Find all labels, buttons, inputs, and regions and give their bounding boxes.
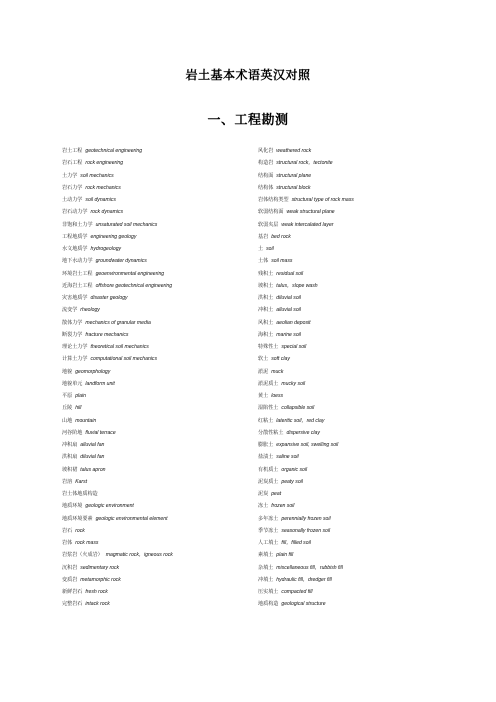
term-english: alluvial fan [80,442,105,448]
term-entry [62,157,242,169]
term-chinese: 残积土 [258,270,274,277]
term-chinese: 土 [258,246,264,252]
term-chinese: 环境岩土工程 [62,270,93,277]
term-chinese: 软弱结构面 [258,209,284,216]
term-english: plain [75,393,86,399]
term-english: peat [271,491,282,497]
term-english: soil mass [271,258,293,265]
term-entry [258,439,448,451]
term-chinese: 变质岩 [62,576,78,583]
term-chinese: 地质构造 [258,601,279,608]
term-entry [62,268,242,280]
term-english: rock mass [75,540,99,546]
left-term-column [62,145,242,611]
term-chinese: 流变学 [62,307,78,314]
term-entry [62,586,242,598]
term-english: organic soil [281,466,308,473]
term-chinese: 岩石力学 [62,184,83,191]
term-english: magmatic rock，igneous rock [105,552,173,559]
term-chinese: 黄土 [258,393,269,399]
term-english: rheology [80,307,100,314]
term-chinese: 基岩 [258,233,269,240]
term-chinese: 多年冻土 [258,515,279,522]
term-chinese: 洪积土 [258,295,274,301]
term-english: geotechnical engineering [85,148,143,154]
term-english: bed rock [271,233,291,240]
term-entry [62,378,242,390]
term-english: talus apron [80,466,106,473]
term-entry [258,513,448,525]
term-english: weak intercalated layer [281,221,334,228]
term-chinese: 断裂力学 [62,331,83,338]
term-chinese: 人工填土 [258,540,279,546]
term-chinese: 岩浆岩（火成岩） [62,552,103,559]
term-entry [62,549,242,561]
term-entry [62,513,242,525]
term-english: hydrogeology [90,246,122,252]
term-english: miscellaneous fill，rubbish fill [276,564,343,571]
term-chinese: 风化岩 [258,148,274,154]
term-chinese: 岩土体地质构造 [62,491,98,497]
term-english: theoretical soil mechanics [90,344,149,350]
term-entry [258,598,448,610]
term-english: plain fill [276,552,294,559]
term-english: seasonally frozen soil [281,527,331,534]
term-entry [62,182,242,194]
term-entry [62,170,242,182]
term-chinese: 结构面 [258,172,274,179]
term-english: soil mechanics [80,172,114,179]
term-english: marine soil [276,331,301,338]
term-english: frozen soil [271,503,295,510]
term-entry [258,451,448,463]
term-entry [62,488,242,500]
term-english: unsaturated soil mechanics [95,221,158,228]
term-entry [258,366,448,378]
term-english: dispersive clay [286,429,320,436]
term-entry [62,390,242,402]
term-chinese: 计算土力学 [62,356,88,363]
term-chinese: 工程地质学 [62,233,88,240]
term-chinese: 丘陵 [62,405,73,412]
term-entry [62,292,242,304]
term-english: rock [75,527,85,534]
term-english: structural type of rock mass [291,197,354,203]
term-english: Karst [75,478,88,485]
term-entry [258,341,448,353]
term-entry [62,402,242,414]
term-english: geologic environmental element [95,515,168,522]
term-chinese: 湿陷性土 [258,405,279,412]
document-title: 岩土基本术语英汉对照 [185,68,311,82]
term-entry [258,353,448,365]
term-english: geologic environment [85,503,134,510]
term-chinese: 土力学 [62,172,78,179]
term-english: special soil [281,344,307,350]
term-chinese: 红粘土 [258,417,274,424]
term-entry [258,562,448,574]
term-chinese: 有机质土 [258,466,279,473]
term-english: hydraulic fill，dredger fill [276,576,332,583]
term-english: rock engineering [85,160,124,167]
term-chinese: 坡积裙 [62,466,78,473]
term-entry [258,500,448,512]
term-chinese: 岩石动力学 [62,209,88,216]
term-english: alluvial soil [276,307,301,314]
term-chinese: 冲积土 [258,307,274,314]
right-term-column [258,145,448,611]
term-english: mountain [75,417,97,424]
term-chinese: 季节冻土 [258,527,279,534]
term-entry [258,219,448,231]
term-entry [62,206,242,218]
term-entry [258,537,448,549]
term-chinese: 软弱夹层 [258,221,279,228]
term-english: sedimentary rock [80,564,120,571]
term-entry [62,451,242,463]
term-chinese: 构造岩 [258,160,274,167]
term-chinese: 完整岩石 [62,601,83,608]
term-chinese: 洪积扇 [62,454,78,461]
term-chinese: 杂填土 [258,564,274,571]
term-english: geoenvironmental engineering [95,270,165,277]
term-english: metamorphic rock [80,576,121,583]
term-english: soil [266,246,274,252]
term-entry [258,317,448,329]
term-chinese: 冲积扇 [62,442,78,448]
term-english: rock dynamics [90,209,124,216]
term-entry [258,157,448,169]
term-entry [258,525,448,537]
term-english: collapsible soil [281,405,315,412]
term-entry [62,574,242,586]
term-entry [258,182,448,194]
section-heading: 一、工程勘测 [207,113,289,128]
term-chinese: 沉积岩 [62,564,78,571]
term-chinese: 岩溶 [62,478,73,485]
term-entry [258,243,448,255]
term-chinese: 平原 [62,393,73,399]
term-chinese: 新鲜岩石 [62,589,83,595]
term-english: disaster geology [90,295,128,301]
term-english: expansive soil, swelling soil [276,442,339,448]
term-entry [258,145,448,157]
term-chinese: 地貌 [62,368,73,375]
term-english: structural plane [276,172,312,179]
term-entry [258,206,448,218]
term-english: peaty soil [281,478,303,485]
term-chinese: 河谷阶地 [62,429,83,436]
term-chinese: 淤泥质土 [258,380,279,387]
term-entry [258,329,448,341]
term-english: structural block [276,184,311,191]
term-entry [62,145,242,157]
term-chinese: 泥炭 [258,491,269,497]
term-english: soft clay [271,356,290,363]
term-entry [62,231,242,243]
term-english: weak structural plane [286,209,335,216]
term-entry [62,500,242,512]
term-entry [62,366,242,378]
term-chinese: 地质环境要素 [62,515,93,522]
term-chinese: 压实填土 [258,589,279,595]
term-english: computational soil mechanics [90,356,158,363]
term-chinese: 盐渍土 [258,454,274,461]
term-chinese: 冲填土 [258,576,274,583]
term-english: residual soil [276,270,304,277]
term-english: landform unit [85,380,115,387]
term-english: loess [271,393,284,399]
term-chinese: 膨胀土 [258,442,274,448]
term-chinese: 山地 [62,417,73,424]
term-english: rock mechanics [85,184,121,191]
term-chinese: 水文地质学 [62,246,88,252]
term-entry [258,574,448,586]
term-chinese: 软土 [258,356,269,363]
term-english: geological structure [281,601,326,608]
term-entry [62,219,242,231]
term-entry [62,464,242,476]
term-entry [62,280,242,292]
term-entry [62,525,242,537]
term-chinese: 地质环境 [62,503,83,510]
term-english: weathered rock [276,148,312,154]
term-entry [62,427,242,439]
term-chinese: 地貌单元 [62,380,83,387]
term-entry [62,341,242,353]
term-chinese: 岩体结构类型 [258,197,289,203]
term-english: fill，filled soil [281,540,311,546]
term-chinese: 岩石 [62,527,73,534]
term-entry [258,194,448,206]
term-english: fracture mechanics [85,331,129,338]
term-chinese: 岩体 [62,540,73,546]
term-entry [62,598,242,610]
term-chinese: 理论土力学 [62,344,88,350]
term-english: fresh rock [85,589,108,595]
term-entry [258,402,448,414]
term-chinese: 岩土工程 [62,148,83,154]
term-entry [62,353,242,365]
term-entry [258,488,448,500]
term-chinese: 非饱和土力学 [62,221,93,228]
term-chinese: 土动力学 [62,197,83,203]
term-chinese: 坡积土 [258,282,274,289]
term-chinese: 海积土 [258,331,274,338]
term-entry [62,317,242,329]
term-entry [62,329,242,341]
term-entry [258,586,448,598]
term-entry [62,476,242,488]
term-entry [62,243,242,255]
term-entry [258,231,448,243]
term-entry [258,304,448,316]
term-english: lateritic soil，red clay [276,417,325,424]
term-entry [258,268,448,280]
term-entry [62,194,242,206]
term-chinese: 灾害地质学 [62,295,88,301]
term-english: perennially frozen soil [281,515,331,522]
term-english: talus，slope wash [276,282,318,289]
term-entry [62,304,242,316]
term-english: intack rock [85,601,110,608]
term-english: saline soil [276,454,299,461]
term-entry [258,378,448,390]
term-chinese: 淤泥 [258,368,269,375]
term-english: geomorphology [75,368,111,375]
term-english: hill [75,405,82,412]
term-entry [258,255,448,267]
term-english: offshore geotechnical engineering [95,282,173,289]
term-english: compacted fill [281,589,313,595]
term-chinese: 泥炭质土 [258,478,279,485]
term-chinese: 分散性粘土 [258,429,284,436]
term-english: aeolian deposit [276,319,311,326]
term-chinese: 近海岩土工程 [62,282,93,289]
term-entry [258,549,448,561]
term-chinese: 土体 [258,258,269,265]
term-entry [258,280,448,292]
term-entry [62,537,242,549]
term-chinese: 素填土 [258,552,274,559]
term-entry [258,390,448,402]
term-entry [258,427,448,439]
term-english: structural rock，tectonite [276,160,333,167]
term-entry [258,292,448,304]
term-chinese: 结构体 [258,184,274,191]
term-entry [62,562,242,574]
term-chinese: 冻土 [258,503,269,510]
term-english: groundwater dynamics [95,258,147,265]
term-entry [62,415,242,427]
term-entry [258,476,448,488]
term-entry [258,170,448,182]
term-english: mechanics of granular media [85,319,151,326]
term-english: engineering geology [90,233,137,240]
term-chinese: 风积土 [258,319,274,326]
term-chinese: 地下水动力学 [62,258,93,265]
term-english: fluvial terrace [85,429,116,436]
term-entry [258,464,448,476]
term-chinese: 特殊性土 [258,344,279,350]
term-english: muck [271,368,284,375]
term-entry [258,415,448,427]
term-chinese: 岩石工程 [62,160,83,167]
term-english: diluvial soil [276,295,301,301]
term-chinese: 散体力学 [62,319,83,326]
term-english: soil dynamics [85,197,116,203]
term-entry [62,255,242,267]
term-english: diluvial fan [80,454,105,461]
term-english: mucky soil [281,380,306,387]
term-entry [62,439,242,451]
